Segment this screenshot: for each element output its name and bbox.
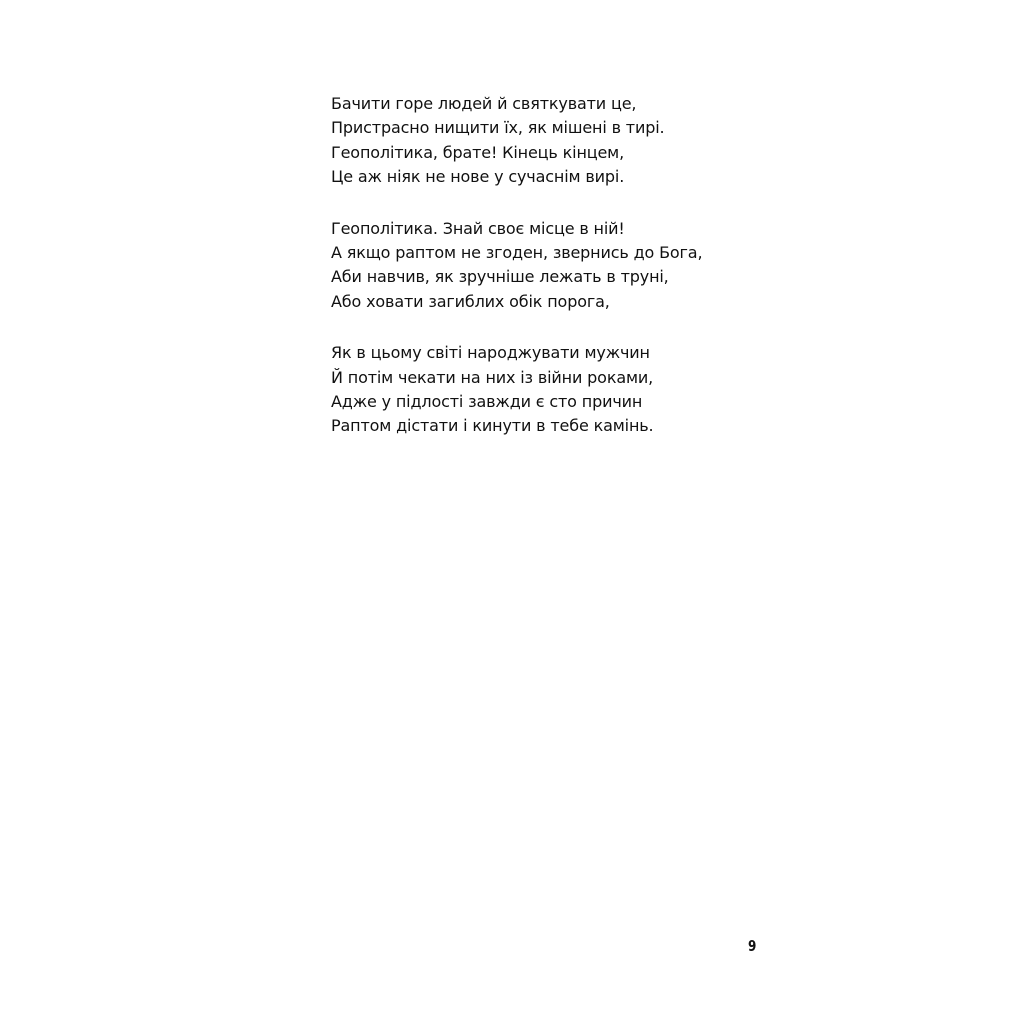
poem-line: Геополітика. Знай своє місце в ній! bbox=[331, 218, 625, 238]
page-number: 9 bbox=[748, 937, 757, 955]
stanza-1 bbox=[331, 92, 751, 190]
poem-line: Або ховати загиблих обік порога, bbox=[331, 291, 610, 311]
poem-line: Бачити горе людей й святкувати це, bbox=[331, 94, 637, 113]
poem-line: Як в цьому світі народжувати мужчин bbox=[331, 343, 650, 363]
poem-line: А якщо раптом не згоден, звернись до Бога, bbox=[331, 242, 703, 262]
stanza-2 bbox=[331, 217, 751, 315]
stanza-3 bbox=[331, 341, 751, 439]
poem-line: Аби навчив, як зручніше лежать в труні, bbox=[331, 267, 669, 287]
poem-line: Адже у підлості завжди є сто причин bbox=[331, 391, 643, 411]
poem bbox=[331, 92, 751, 466]
poem-line: Геополітика, брате! Кінець кінцем, bbox=[331, 142, 625, 162]
poem-line: Й потім чекати на них із війни роками, bbox=[331, 367, 654, 387]
poem-line: Це аж ніяк не нове у сучаснім вирі. bbox=[331, 167, 625, 187]
poem-line: Раптом дістати і кинути в тебе камінь. bbox=[331, 416, 654, 436]
poem-line: Пристрасно нищити їх, як мішені в тирі. bbox=[331, 118, 665, 138]
